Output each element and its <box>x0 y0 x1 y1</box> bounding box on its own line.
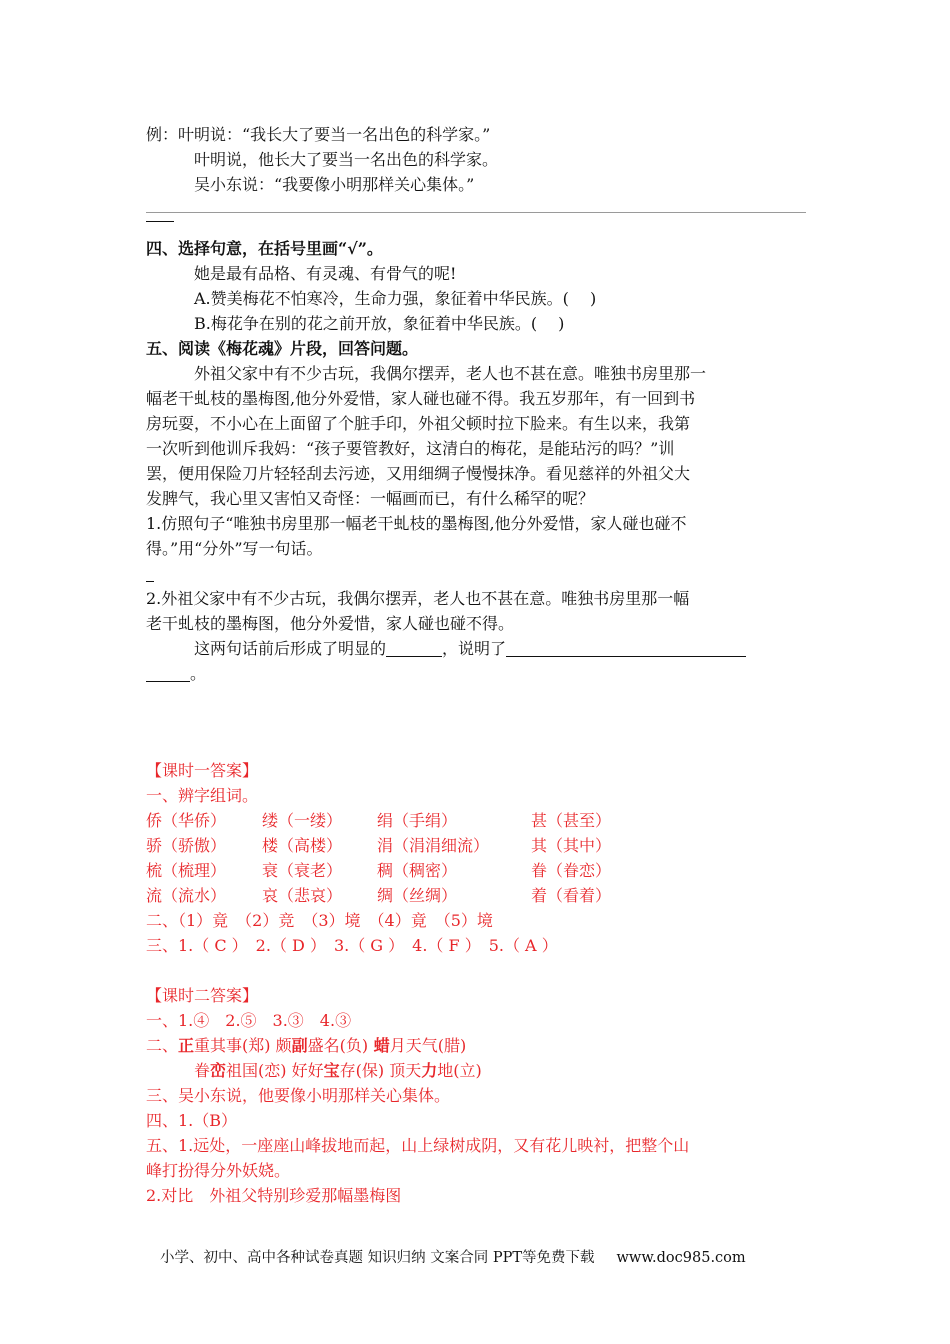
question-2-fill <box>146 636 806 661</box>
passage-line: 一次听到他训斥我妈：“孩子要管教好，这清白的梅花，是能玷污的吗？”训 <box>146 439 675 458</box>
passage-line: 房玩耍，不小心在上面留了个脏手印，外祖父顿时拉下脸来。有生以来，我第 <box>146 414 691 433</box>
answer-cell: 楼（高楼） <box>262 836 343 855</box>
answer-row <box>146 833 806 858</box>
marked-char: 力 <box>421 1061 438 1080</box>
answer-cell: 衰（衰老） <box>262 861 343 880</box>
idiom-text: 盛名(负) <box>307 1036 369 1055</box>
example-line-1: 例：叶明说：“我长大了要当一名出色的科学家。” <box>146 125 491 144</box>
answers-1-sub1: 一、辨字组词。 <box>146 786 259 805</box>
answer-line-end <box>146 221 174 222</box>
marked-char: 峦 <box>210 1061 227 1080</box>
idiom-text: 月天气(腊) <box>389 1036 467 1055</box>
example-line-3: 吴小东说：“我要像小明那样关心集体。” <box>194 175 475 194</box>
example-line-2: 叶明说，他长大了要当一名出色的科学家。 <box>194 150 499 169</box>
question-1-answer[interactable] <box>146 561 806 586</box>
answer-row <box>146 858 806 883</box>
question-1-line-1: 1.仿照句子“唯独书房里那一幅老干虬枝的墨梅图,他分外爱惜，家人碰也碰不 <box>146 514 687 533</box>
answers-2-line-4: 三、吴小东说，他要像小明那样关心集体。 <box>146 1086 451 1105</box>
marked-char: 正 <box>178 1036 195 1055</box>
answer-row <box>146 808 806 833</box>
answers-2-line-3 <box>146 1058 806 1083</box>
section-4-sentence: 她是最有品格、有灵魂、有骨气的呢! <box>194 264 457 283</box>
marked-char: 副 <box>291 1036 308 1055</box>
answers-2-line-1: 一、1.④ 2.⑤ 3.③ 4.③ <box>146 1011 352 1030</box>
marked-char: 蜡 <box>368 1036 390 1055</box>
answer-cell: 眷（眷恋） <box>531 861 612 880</box>
idiom-text: 存(保) <box>339 1061 385 1080</box>
answer-cell: 梳（梳理） <box>146 861 227 880</box>
fill-text: ，说明了 <box>442 639 507 658</box>
section-4-option-a[interactable]: A.赞美梅花不怕寒冷，生命力强，象征着中华民族。( ) <box>194 289 597 308</box>
idiom-text: 地(立) <box>437 1061 482 1080</box>
answer-cell: 绸（丝绸） <box>377 886 458 905</box>
answers-2-line-6b: 峰打扮得分外妖娆。 <box>146 1161 291 1180</box>
answers-1-title: 【课时一答案】 <box>146 761 259 780</box>
footer-text: 小学、初中、高中各种试卷真题 知识归纳 文案合同 PPT等免费下载 <box>160 1250 595 1266</box>
answer-blank[interactable] <box>146 563 154 582</box>
answers-1-line-3: 三、1.（ C ） 2.（ D ） 3.（ G ） 4.（ F ） 5.（ A ） <box>146 936 558 955</box>
answer-cell: 稠（稠密） <box>377 861 458 880</box>
answer-row <box>146 883 806 908</box>
answer-cell: 流（流水） <box>146 886 227 905</box>
fill-blank-2[interactable] <box>506 638 746 657</box>
idiom-text: 祖国(恋) <box>226 1061 287 1080</box>
prefix: 二、 <box>146 1036 179 1055</box>
fill-blank-1[interactable] <box>386 638 442 657</box>
passage-line: 外祖父家中有不少古玩，我偶尔摆弄，老人也不甚在意。唯独书房里那一 <box>194 364 707 383</box>
section-5-title: 五、阅读《梅花魂》片段，回答问题。 <box>146 339 419 358</box>
answer-cell: 甚（甚至） <box>531 811 612 830</box>
marked-char: 宝 <box>323 1061 340 1080</box>
idiom-text: 重其事(郑) <box>194 1036 271 1055</box>
idiom-text: 眷 <box>194 1061 211 1080</box>
answer-cell: 骄（骄傲） <box>146 836 227 855</box>
question-2-line-1: 2.外祖父家中有不少古玩，我偶尔摆弄，老人也不甚在意。唯独书房里那一幅 <box>146 589 690 608</box>
answer-cell: 其（其中） <box>531 836 612 855</box>
question-2-line-2: 老干虬枝的墨梅图，他分外爱惜，家人碰也碰不得。 <box>146 614 515 633</box>
idiom-text: 顶天 <box>384 1061 422 1080</box>
fill-text: 这两句话前后形成了明显的 <box>194 639 387 658</box>
answer-cell: 涓（涓涓细流） <box>377 836 490 855</box>
answer-cell: 缕（一缕） <box>262 811 343 830</box>
answers-2-line-7: 2.对比 外祖父特别珍爱那幅墨梅图 <box>146 1186 402 1205</box>
answers-2-line-6a: 五、1.远处，一座座山峰拔地而起，山上绿树成阴，又有花儿映衬，把整个山 <box>146 1136 690 1155</box>
passage-line: 发脾气，我心里又害怕又奇怪：一幅画而已，有什么稀罕的呢？ <box>146 489 595 508</box>
passage-line: 罢，便用保险刀片轻轻刮去污迹，又用细绸子慢慢抹净。看见慈祥的外祖父大 <box>146 464 691 483</box>
answer-line[interactable] <box>146 212 806 213</box>
question-2-fill-end <box>146 661 806 686</box>
answers-2-line-5: 四、1.（B） <box>146 1111 238 1130</box>
worksheet-page <box>146 122 806 1208</box>
answer-cell: 哀（悲哀） <box>262 886 343 905</box>
fill-blank-2-continued[interactable] <box>146 663 190 682</box>
passage-line: 幅老干虬枝的墨梅图,他分外爱惜，家人碰也碰不得。我五岁那年，有一回到书 <box>146 389 696 408</box>
footer-url[interactable]: www.doc985.com <box>616 1250 746 1266</box>
answer-cell: 着（看着） <box>531 886 612 905</box>
page-footer <box>160 1246 746 1267</box>
section-4-title: 四、选择句意，在括号里画“√”。 <box>146 239 383 258</box>
answers-2-title: 【课时二答案】 <box>146 986 259 1005</box>
answers-1-line-2: 二、（1）竟 （2）竞 （3）境 （4）竟 （5）境 <box>146 911 493 930</box>
question-1-line-2: 得。”用“分外”写一句话。 <box>146 539 323 558</box>
section-4-option-b[interactable]: B.梅花争在别的花之前开放，象征着中华民族。( ) <box>194 314 565 333</box>
answers-2-line-2 <box>146 1033 806 1058</box>
answer-cell: 侨（华侨） <box>146 811 227 830</box>
fill-text: 。 <box>190 664 207 683</box>
answer-cell: 绢（手绢） <box>377 811 458 830</box>
idiom-text: 颇 <box>270 1036 292 1055</box>
idiom-text: 好好 <box>286 1061 324 1080</box>
reading-passage <box>146 361 806 511</box>
